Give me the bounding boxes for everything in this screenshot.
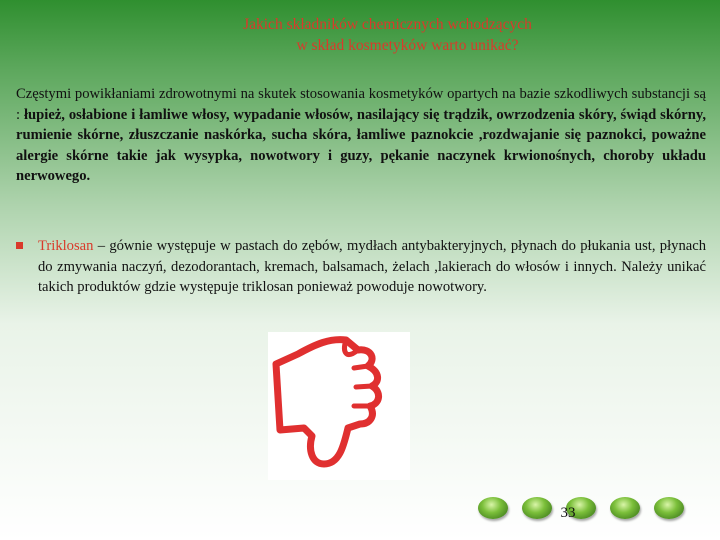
bullet-term: Triklosan	[38, 238, 94, 254]
nav-first-button[interactable]	[478, 497, 508, 519]
slide-title	[0, 14, 720, 56]
slide-title-line1: Jakich składników chemicznych wchodzących	[243, 16, 532, 33]
intro-text: Częstymi powikłaniami zdrowotnymi na skutek stosowania kosmetyków opartych na bazie szkodliwych substancji są :	[16, 86, 706, 123]
intro-bold-text: łupież, osłabione i łamliwe włosy, wypadanie włosów, nasilający się trądzik, owrzodzenia skóry, świąd skórny, rumienie skórne, złuszczanie naskórka, sucha skóra, łamliwe paznokcie ,rozdwajanie się paznokci, poważne alergie skórne takie jak wysypka, nowotwory i guzy, pękanie naczynek krwionośnych, choroby układu nerwowego.	[16, 106, 707, 185]
slide-title-line2: w skład kosmetyków warto unikać?	[296, 37, 519, 54]
bullet-description: – gównie występuje w pastach do zębów, mydłach antybakteryjnych, płynach do płukania ust, płynach do zmywania naczyń, dezodorantach, kremach, balsamach, żelach ,lakierach do włosów i innych. Należy unikać takich produktów gdzie występuje triklosan ponieważ powoduje nowotwory.	[38, 238, 706, 296]
slide-number: 33	[560, 505, 576, 521]
bullet-square-icon	[16, 242, 23, 249]
nav-next-button[interactable]	[610, 497, 640, 519]
thumbs-down-icon	[268, 332, 410, 480]
nav-last-button[interactable]	[654, 497, 684, 519]
intro-paragraph	[16, 84, 706, 187]
nav-previous-button[interactable]	[522, 497, 552, 519]
bullet-text-block	[16, 236, 706, 298]
triklosan-bullet	[16, 236, 706, 298]
thumbs-down-image	[268, 332, 410, 480]
